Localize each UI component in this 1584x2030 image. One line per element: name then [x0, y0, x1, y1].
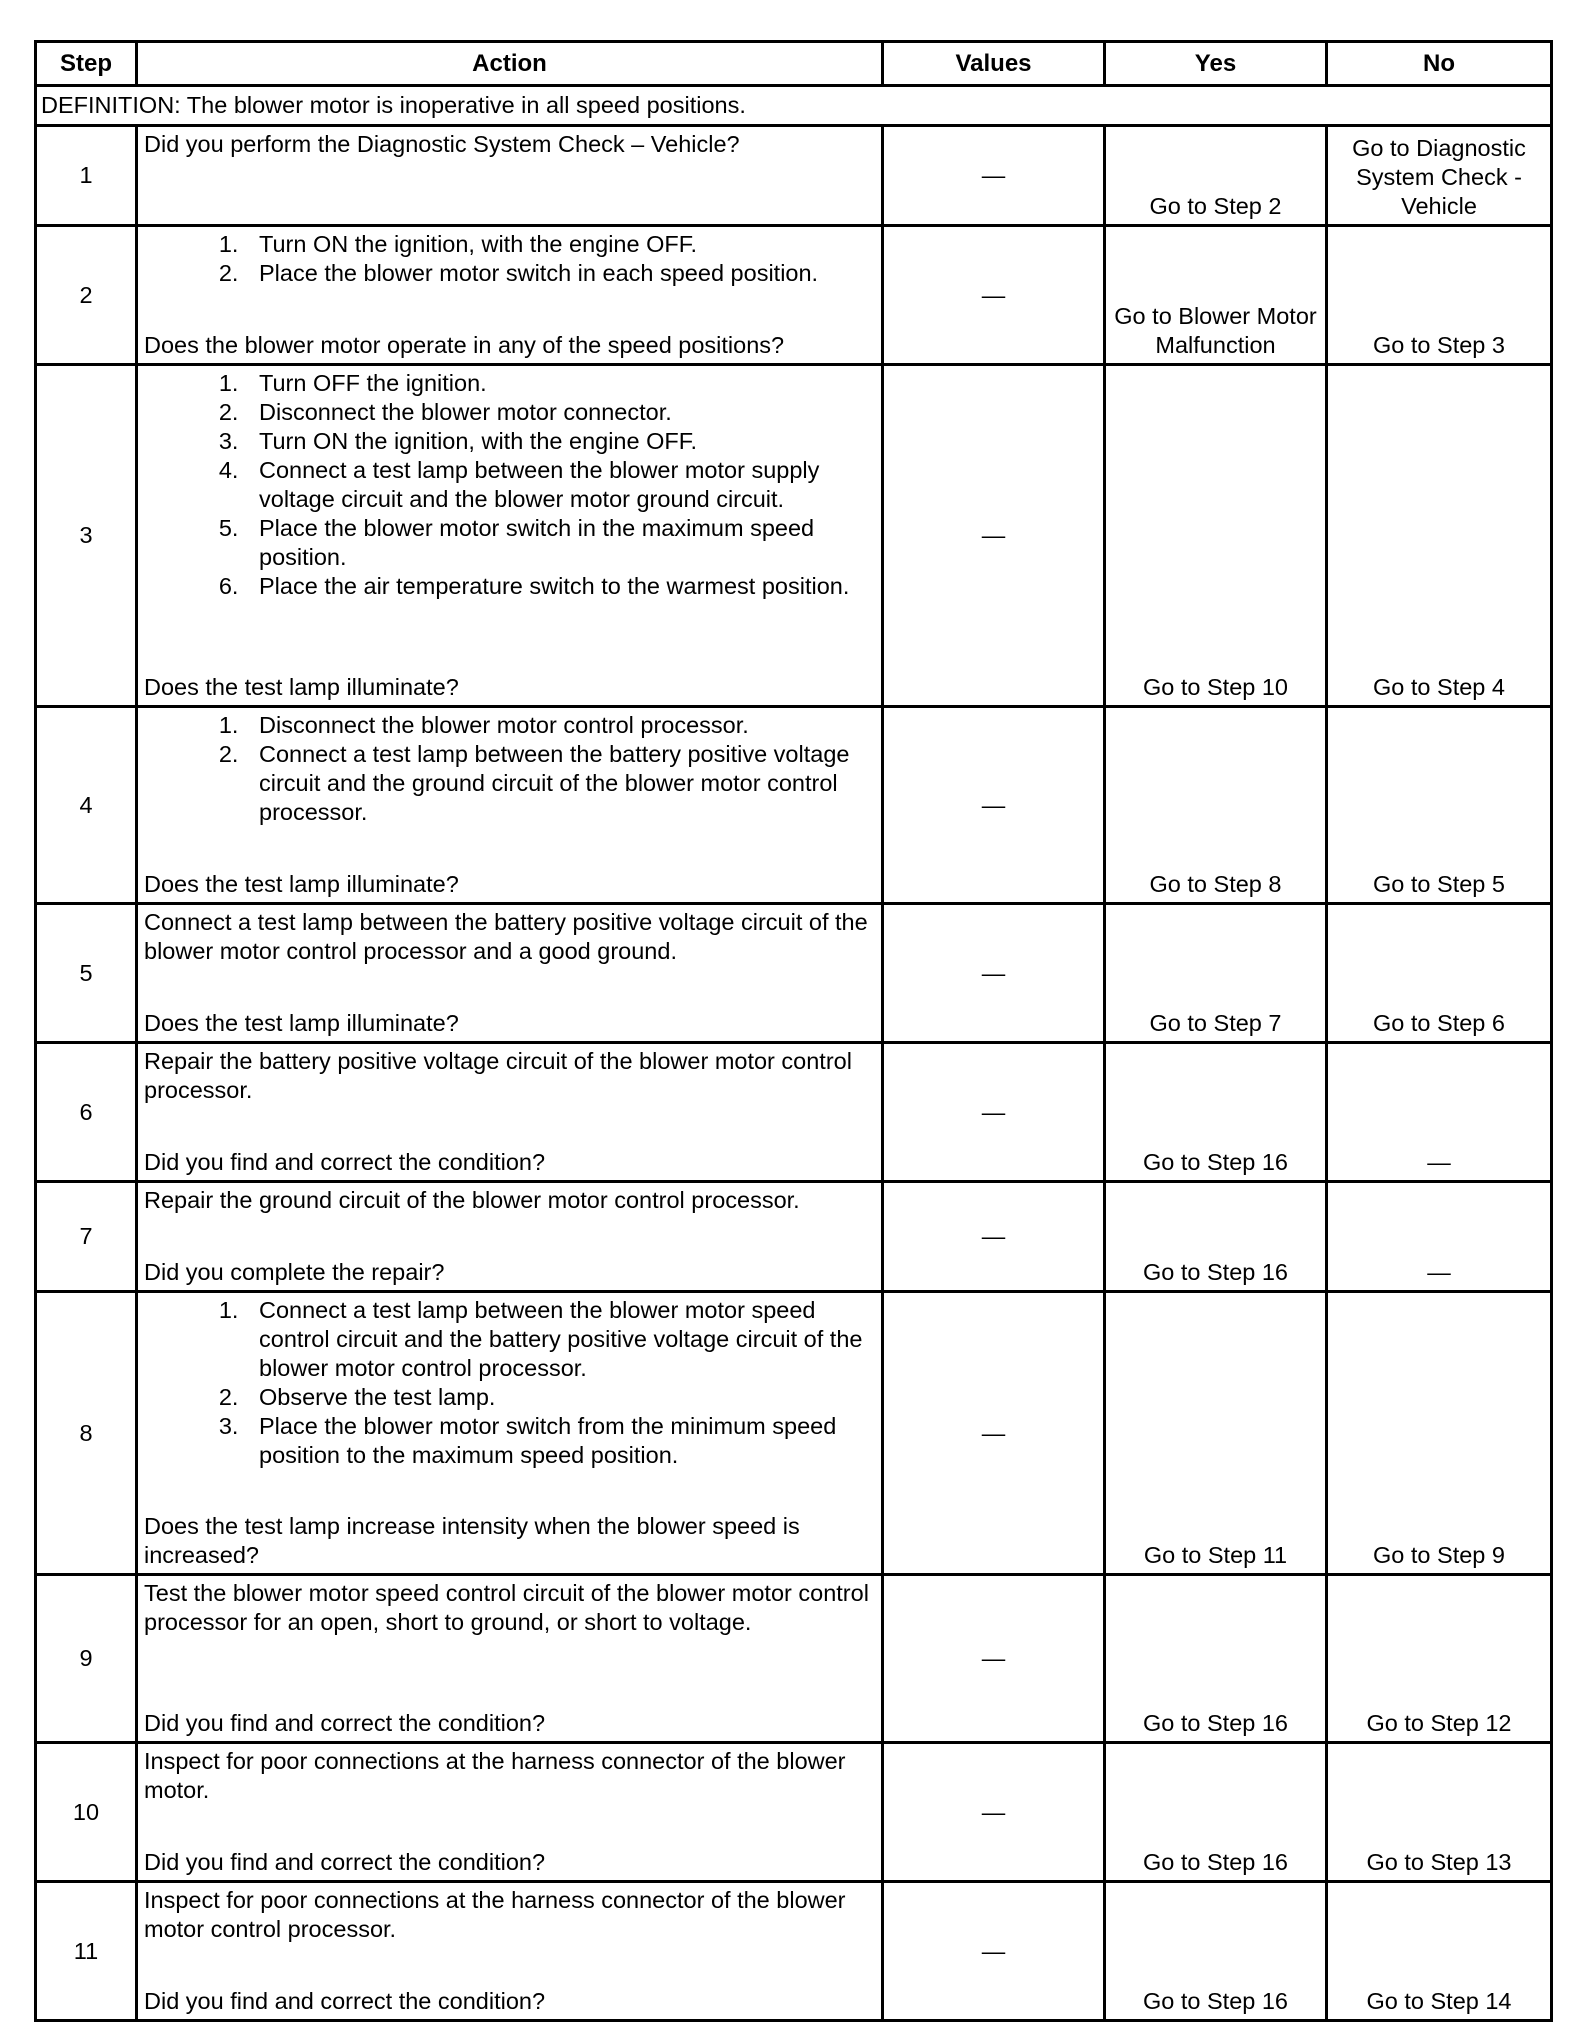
definition-row	[36, 86, 1552, 126]
table-row	[36, 707, 1552, 904]
action-step-item: 2. Observe the test lamp.	[245, 1383, 875, 1412]
action-question: Does the test lamp illuminate?	[144, 871, 459, 897]
action-step-item: 2. Connect a test lamp between the battery positive voltage circuit and the ground circuit of the blower motor control processor.	[245, 740, 875, 827]
yes-cell: Go to Step 10	[1105, 365, 1327, 707]
values-cell: —	[883, 1882, 1105, 2021]
table-row	[36, 126, 1552, 226]
action-question: Did you find and correct the condition?	[144, 1849, 546, 1875]
action-cell	[137, 1292, 883, 1575]
action-cell	[137, 707, 883, 904]
yes-cell: Go to Step 16	[1105, 1043, 1327, 1182]
yes-cell: Go to Step 7	[1105, 904, 1327, 1043]
action-question: Does the blower motor operate in any of the speed positions?	[144, 332, 785, 358]
action-steps-list	[144, 230, 875, 288]
action-step-item: 1. Turn OFF the ignition.	[245, 369, 875, 398]
step-number: 4	[36, 707, 137, 904]
action-question: Did you find and correct the condition?	[144, 1149, 546, 1175]
table-row	[36, 226, 1552, 365]
yes-cell: Go to Step 2	[1105, 126, 1327, 226]
action-question: Does the test lamp increase intensity when the blower speed is increased?	[144, 1513, 800, 1568]
step-number: 1	[36, 126, 137, 226]
table-row	[36, 365, 1552, 707]
action-question: Does the test lamp illuminate?	[144, 674, 459, 700]
action-step-item: 3. Turn ON the ignition, with the engine OFF.	[245, 427, 875, 456]
step-number: 10	[36, 1743, 137, 1882]
values-cell: —	[883, 365, 1105, 707]
action-steps-list	[144, 1296, 875, 1470]
action-step-item: 1. Turn ON the ignition, with the engine OFF.	[245, 230, 875, 259]
step-number: 3	[36, 365, 137, 707]
action-text: Inspect for poor connections at the harness connector of the blower motor control processor.	[144, 1887, 846, 1942]
action-step-item: 5. Place the blower motor switch in the maximum speed position.	[245, 514, 875, 572]
step-number: 2	[36, 226, 137, 365]
diagnostic-table	[34, 40, 1553, 2022]
step-number: 11	[36, 1882, 137, 2021]
action-cell	[137, 1575, 883, 1743]
values-cell: —	[883, 707, 1105, 904]
no-cell: —	[1327, 1043, 1552, 1182]
definition-text: DEFINITION: The blower motor is inoperative in all speed positions.	[36, 86, 1552, 126]
action-question: Did you complete the repair?	[144, 1259, 445, 1285]
action-step-item: 4. Connect a test lamp between the blower motor supply voltage circuit and the blower motor ground circuit.	[245, 456, 875, 514]
values-cell: —	[883, 126, 1105, 226]
no-cell: Go to Step 4	[1327, 365, 1552, 707]
yes-cell: Go to Step 16	[1105, 1882, 1327, 2021]
action-cell	[137, 1182, 883, 1292]
step-number: 6	[36, 1043, 137, 1182]
table-row	[36, 1292, 1552, 1575]
yes-cell: Go to Blower Motor Malfunction	[1105, 226, 1327, 365]
values-cell: —	[883, 1575, 1105, 1743]
action-cell	[137, 126, 883, 226]
values-cell: —	[883, 1292, 1105, 1575]
step-number: 7	[36, 1182, 137, 1292]
no-cell: Go to Step 9	[1327, 1292, 1552, 1575]
step-number: 8	[36, 1292, 137, 1575]
header-values: Values	[883, 42, 1105, 86]
header-row	[36, 42, 1552, 86]
no-cell: Go to Step 14	[1327, 1882, 1552, 2021]
table-row	[36, 904, 1552, 1043]
header-yes: Yes	[1105, 42, 1327, 86]
action-step-item: 6. Place the air temperature switch to the warmest position.	[245, 572, 875, 601]
action-cell	[137, 226, 883, 365]
yes-cell: Go to Step 8	[1105, 707, 1327, 904]
header-step: Step	[36, 42, 137, 86]
action-text: Inspect for poor connections at the harness connector of the blower motor.	[144, 1748, 846, 1803]
table-row	[36, 1182, 1552, 1292]
action-text: Did you perform the Diagnostic System Check – Vehicle?	[144, 131, 740, 157]
values-cell: —	[883, 226, 1105, 365]
action-step-item: 3. Place the blower motor switch from the minimum speed position to the maximum speed position.	[245, 1412, 875, 1470]
table-row	[36, 1882, 1552, 2021]
action-cell	[137, 1882, 883, 2021]
yes-cell: Go to Step 16	[1105, 1575, 1327, 1743]
action-cell	[137, 1743, 883, 1882]
action-text: Repair the ground circuit of the blower motor control processor.	[144, 1187, 800, 1213]
action-question: Does the test lamp illuminate?	[144, 1010, 459, 1036]
action-question: Did you find and correct the condition?	[144, 1988, 546, 2014]
step-number: 9	[36, 1575, 137, 1743]
no-cell: Go to Step 5	[1327, 707, 1552, 904]
action-steps-list	[144, 369, 875, 601]
values-cell: —	[883, 1743, 1105, 1882]
header-no: No	[1327, 42, 1552, 86]
action-cell	[137, 904, 883, 1043]
action-step-item: 1. Connect a test lamp between the blower motor speed control circuit and the battery positive voltage circuit of the blower motor control processor.	[245, 1296, 875, 1383]
no-cell: Go to Step 12	[1327, 1575, 1552, 1743]
table-row	[36, 1575, 1552, 1743]
no-cell: Go to Step 6	[1327, 904, 1552, 1043]
action-step-item: 2. Place the blower motor switch in each speed position.	[245, 259, 875, 288]
action-step-item: 1. Disconnect the blower motor control processor.	[245, 711, 875, 740]
no-cell: Go to Step 3	[1327, 226, 1552, 365]
action-text: Test the blower motor speed control circuit of the blower motor control processor for an open, short to ground, or short to voltage.	[144, 1580, 869, 1635]
action-cell	[137, 1043, 883, 1182]
action-cell	[137, 365, 883, 707]
no-cell: Go to Diagnostic System Check - Vehicle	[1327, 126, 1552, 226]
yes-cell: Go to Step 16	[1105, 1743, 1327, 1882]
yes-cell: Go to Step 16	[1105, 1182, 1327, 1292]
yes-cell: Go to Step 11	[1105, 1292, 1327, 1575]
values-cell: —	[883, 904, 1105, 1043]
step-number: 5	[36, 904, 137, 1043]
values-cell: —	[883, 1043, 1105, 1182]
action-steps-list	[144, 711, 875, 827]
action-text: Connect a test lamp between the battery positive voltage circuit of the blower motor control processor and a good ground.	[144, 909, 868, 964]
action-step-item: 2. Disconnect the blower motor connector.	[245, 398, 875, 427]
action-question: Did you find and correct the condition?	[144, 1710, 546, 1736]
no-cell: Go to Step 13	[1327, 1743, 1552, 1882]
header-action: Action	[137, 42, 883, 86]
values-cell: —	[883, 1182, 1105, 1292]
no-cell: —	[1327, 1182, 1552, 1292]
table-row	[36, 1743, 1552, 1882]
action-text: Repair the battery positive voltage circuit of the blower motor control processor.	[144, 1048, 852, 1103]
table-row	[36, 1043, 1552, 1182]
